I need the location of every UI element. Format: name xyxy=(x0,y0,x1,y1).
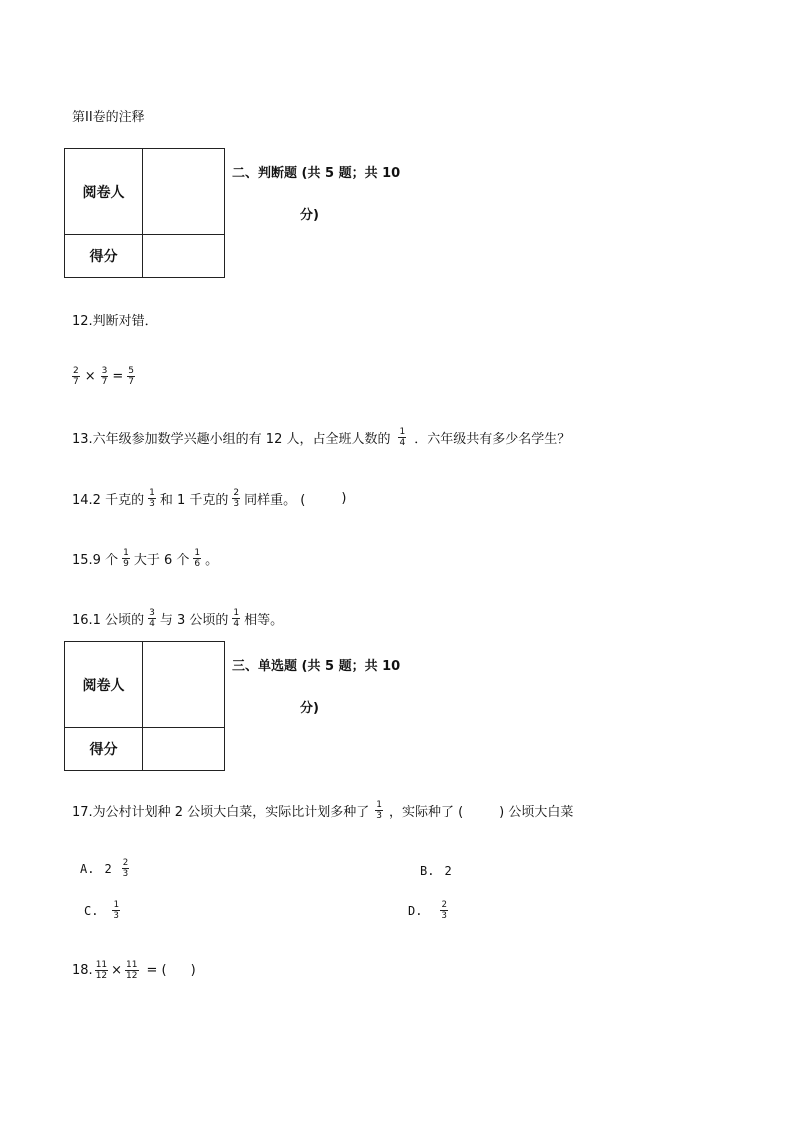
fraction: $\frac{1}{9}$ xyxy=(123,548,129,569)
fraction: $\frac{3}{7}$ xyxy=(101,366,108,387)
section-title-cont: 分) xyxy=(300,701,319,716)
fraction: $\frac{1}{3}$ xyxy=(376,800,382,821)
times-sign: × xyxy=(84,369,96,384)
fraction: $\frac{1}{3}$ xyxy=(149,488,155,509)
fraction: $\frac{5}{7}$ xyxy=(128,366,135,387)
fraction: $\frac{11}{12}$ xyxy=(95,960,108,981)
times-sign: × xyxy=(111,963,123,978)
section-title-cont: 分) xyxy=(300,208,319,223)
question-text: 12.判断对错． xyxy=(72,314,158,329)
fraction: $\frac{1}{3}$ xyxy=(113,900,119,921)
question-16: 16.1 公顷的 $\frac{3}{4}$ 与 3 公顷的 $\frac{1}{4}$ 相等。 xyxy=(72,608,284,629)
fraction: $\frac{1}{6}$ xyxy=(194,548,201,569)
option-a[interactable]: A. 2 $\frac{2}{3}$ xyxy=(80,858,129,879)
option-c[interactable]: C. $\frac{1}{3}$ xyxy=(84,900,119,921)
section-note: 第II卷的注释 xyxy=(72,110,145,125)
grader-field[interactable] xyxy=(143,642,225,728)
score-label: 得分 xyxy=(65,235,143,278)
fraction: $\frac{1}{4}$ xyxy=(233,608,240,629)
section-title: 三、单选题 (共 5 题；共 10 xyxy=(232,659,401,674)
score-table xyxy=(64,641,225,771)
score-field[interactable] xyxy=(143,728,225,771)
grader-label: 阅卷人 xyxy=(65,642,143,728)
question-14: 14.2 千克的 $\frac{1}{3}$ 和 1 千克的 $\frac{2}{3}$ 同样重。 ( ) xyxy=(72,488,347,509)
fraction: $\frac{3}{4}$ xyxy=(149,608,155,629)
grader-field[interactable] xyxy=(143,149,225,235)
grader-label: 阅卷人 xyxy=(65,149,143,235)
question-12 xyxy=(72,310,158,329)
section-title: 二、判断题 (共 5 题；共 10 xyxy=(232,166,401,181)
equals-sign: = xyxy=(112,369,124,384)
score-label: 得分 xyxy=(65,728,143,771)
question-17: 17.为公村计划种 2 公顷大白菜，实际比计划多种了 $\frac{1}{3}$ ，实际种了 ( ) 公顷大白菜 xyxy=(72,800,574,821)
fraction: $\frac{2}{7}$ xyxy=(73,366,79,387)
fraction: $\frac{2}{3}$ xyxy=(122,858,129,879)
score-field[interactable] xyxy=(143,235,225,278)
question-13: 13.六年级参加数学兴趣小组的有 12 人，占全班人数的 $\frac{1}{4}$ ．六年级共有多少名学生？ xyxy=(72,427,571,448)
question-15: 15.9 个 $\frac{1}{9}$ 大于 6 个 $\frac{1}{6}$ 。 xyxy=(72,548,219,569)
fraction: $\frac{1}{4}$ xyxy=(399,427,406,448)
option-b[interactable]: B. 2 xyxy=(420,864,452,878)
fraction: $\frac{2}{3}$ xyxy=(233,488,240,509)
question-18: 18. $\frac{11}{12}$ × $\frac{11}{12}$ = ( ) xyxy=(72,960,196,981)
fraction: $\frac{11}{12}$ xyxy=(126,960,138,981)
score-table xyxy=(64,148,225,278)
question-12-expression xyxy=(68,366,139,387)
option-d[interactable]: D. $\frac{2}{3}$ xyxy=(408,900,447,921)
fraction: $\frac{2}{3}$ xyxy=(441,900,447,921)
